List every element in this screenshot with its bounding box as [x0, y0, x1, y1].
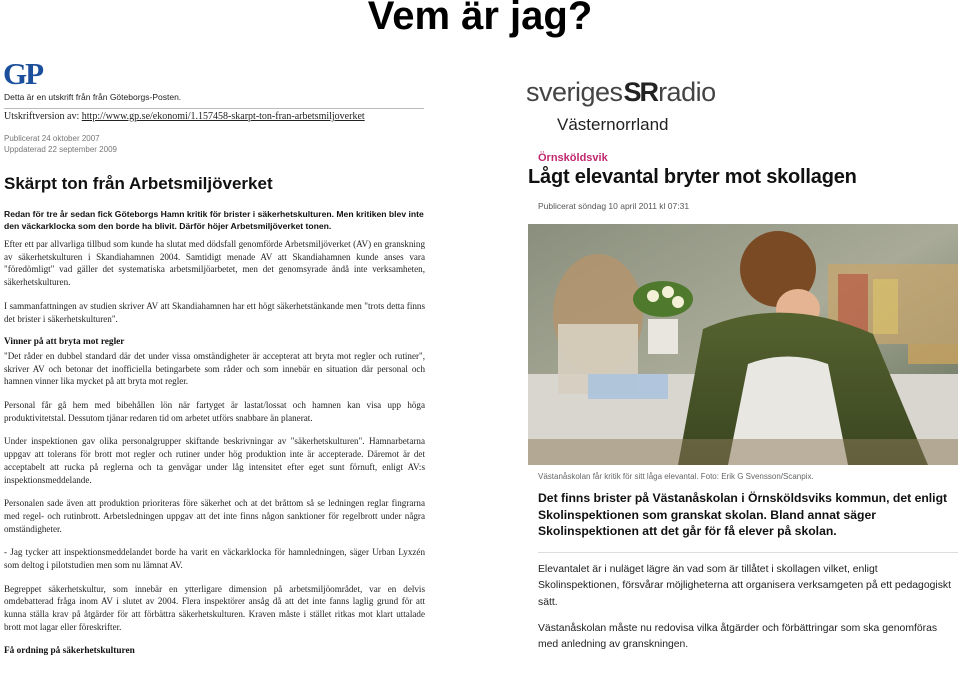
- photo-caption: Västanåskolan får kritik för sitt låga elevantal. Foto: Erik G Svensson/Scanpix.: [538, 472, 814, 481]
- gp-paragraph: Personal får gå hem med bibehållen lön när fartyget är lastat/lossat och hamnen kan visa upp höga produktivitetstal. Dessutom tjänar redaren tid om arbetet utförs snabbare än planerat.: [4, 400, 425, 423]
- gp-paragraph: I sammanfattningen av studien skriver AV att Skandiahamnen har ett högt säkerhetstänkande men "trots detta finns det brister i säkerhetskulturen".: [4, 300, 425, 324]
- sr-logo-right: radio: [658, 76, 716, 107]
- gp-paragraph: Personalen sade även att produktion prioriteras före säkerhet och at det bråttom så se ledningen reglar fingrarna med regel- och rutinbrott. Arbetsledningen uppgav att det inte finns någon sanktioner för regelbrott under några omständigheter.: [4, 498, 425, 534]
- article-photo: [528, 224, 958, 465]
- gp-logo: GP: [3, 56, 43, 91]
- sr-logo: [526, 74, 716, 110]
- sr-divider: [538, 552, 958, 553]
- gp-headline: Skärpt ton från Arbetsmiljöverket: [4, 174, 273, 193]
- sr-paragraph: Västanåskolan måste nu redovisa vilka åtgärder och förbättringar som ska genomföras med anledning av granskningen.: [538, 622, 938, 651]
- sr-logo-mark: SR: [623, 76, 658, 107]
- sr-place-label: Örnsköldsvik: [538, 152, 608, 164]
- gp-print-note: Detta är en utskrift från från Göteborgs-Posten.: [4, 92, 182, 102]
- sr-headline: Lågt elevantal bryter mot skollagen: [528, 166, 857, 188]
- gp-print-version: [4, 111, 365, 122]
- gp-subheading: Vinner på att bryta mot regler: [4, 337, 125, 348]
- gp-ingress: Redan för tre år sedan fick Göteborgs Hamn kritik för brister i säkerhetskulturen. Men kritiken blev inte den väckarklocka som den borde ha blivit. Därför höjer Arbetsmiljöverket tonen.: [4, 209, 424, 231]
- gp-paragraph: - Jag tycker att inspektionsmeddelandet borde ha varit en väckarklocka för hamnledningen, säger Urban Lyxzén som deltog i pilotstudien men som nu lämnat AV.: [4, 547, 425, 571]
- sr-article-body: [538, 562, 958, 663]
- gp-paragraph: Efter ett par allvarliga tillbud som kunde ha slutat med dödsfall genomförde Arbetsmiljöverket (AV) en granskning av säkerhetskulturen i Skandiahamnen 2004. Samtidigt menade AV att Skandiahamnen kunde anses vara "föredömligt" vad gäller det systematiska arbetsmiljöarbetet, men det genomsyrade ändå inte verksamheten, säkerhetskulturen.: [4, 239, 425, 288]
- sr-paragraph: Elevantalet är i nuläget lägre än vad som är tillåtet i skollagen vilket, enligt Skolinspektionen, försvårar möjligheterna att organisera verksamgeten på ett pedagogiskt sätt.: [538, 564, 951, 608]
- gp-print-url-link[interactable]: http://www.gp.se/ekonomi/1.157458-skarpt-ton-fran-arbetsmiljoverket: [81, 111, 365, 122]
- sr-logo-left: sveriges: [526, 76, 623, 107]
- gp-paragraph: Begreppet säkerhetskultur, som innebär en ytterligare dimension på arbetsmiljöområdet, var en delvis omdebatterad fråga inom AV i slutet av 2004. Flera inspektörer ansåg då att det inte fanns laglig grund för att kunna ställa krav på åtgärder för att förbättra säkerhetskulturen. Kraven måste i stället ritkas mot klart uttalade brott mot lagar eller föreskrifter.: [4, 583, 425, 632]
- gp-updated-date: Uppdaterad 22 september 2009: [4, 145, 117, 154]
- gp-published-date: Publicerat 24 oktober 2007: [4, 134, 100, 143]
- gp-paragraph: Under inspektionen gav olika personalgrupper skiftande beskrivningar av "säkerhetskulturen". Hamnarbetarna uppgav att tolerans för brott mot regler och rutiner under hög produktion inte är accepterade. Däremot är det acceptabelt att rucka på reglerna och ta genvägar under låg intensitet efter eget sunt förnuft, enligt AV:s inspektionsmeddelande.: [4, 436, 425, 485]
- slide-title: Vem är jag?: [367, 0, 593, 38]
- sr-article-clipping: [526, 70, 960, 678]
- gp-print-label: Utskriftversion av:: [4, 111, 80, 122]
- gp-divider: [4, 108, 424, 109]
- sr-ingress: Det finns brister på Västanåskolan i Örnsköldsviks kommun, det enligt Skolinspektionen som granskat skolan. Bland annat säger Skolinspektionen att det går för få elever på skolan.: [538, 491, 948, 538]
- gp-article-body: [4, 238, 425, 658]
- gp-paragraph: "Det råder en dubbel standard där det under vissa omständigheter är accepterat att bryta mot regler och rutiner", skriver AV och betonar det inofficiella betingarbete som råder och som innebär en situation där personal och hamnen vinner lika mycket på att bryta mot regler.: [4, 350, 425, 387]
- sr-published-date: Publicerat söndag 10 april 2011 kl 07:31: [538, 201, 690, 211]
- sr-region: Västernorrland: [557, 115, 669, 134]
- classroom-photo-illustration: [528, 224, 958, 465]
- gp-article-clipping: [0, 52, 428, 678]
- gp-subheading: Få ordning på säkerhetskulturen: [4, 645, 135, 656]
- gp-dates: [4, 133, 117, 155]
